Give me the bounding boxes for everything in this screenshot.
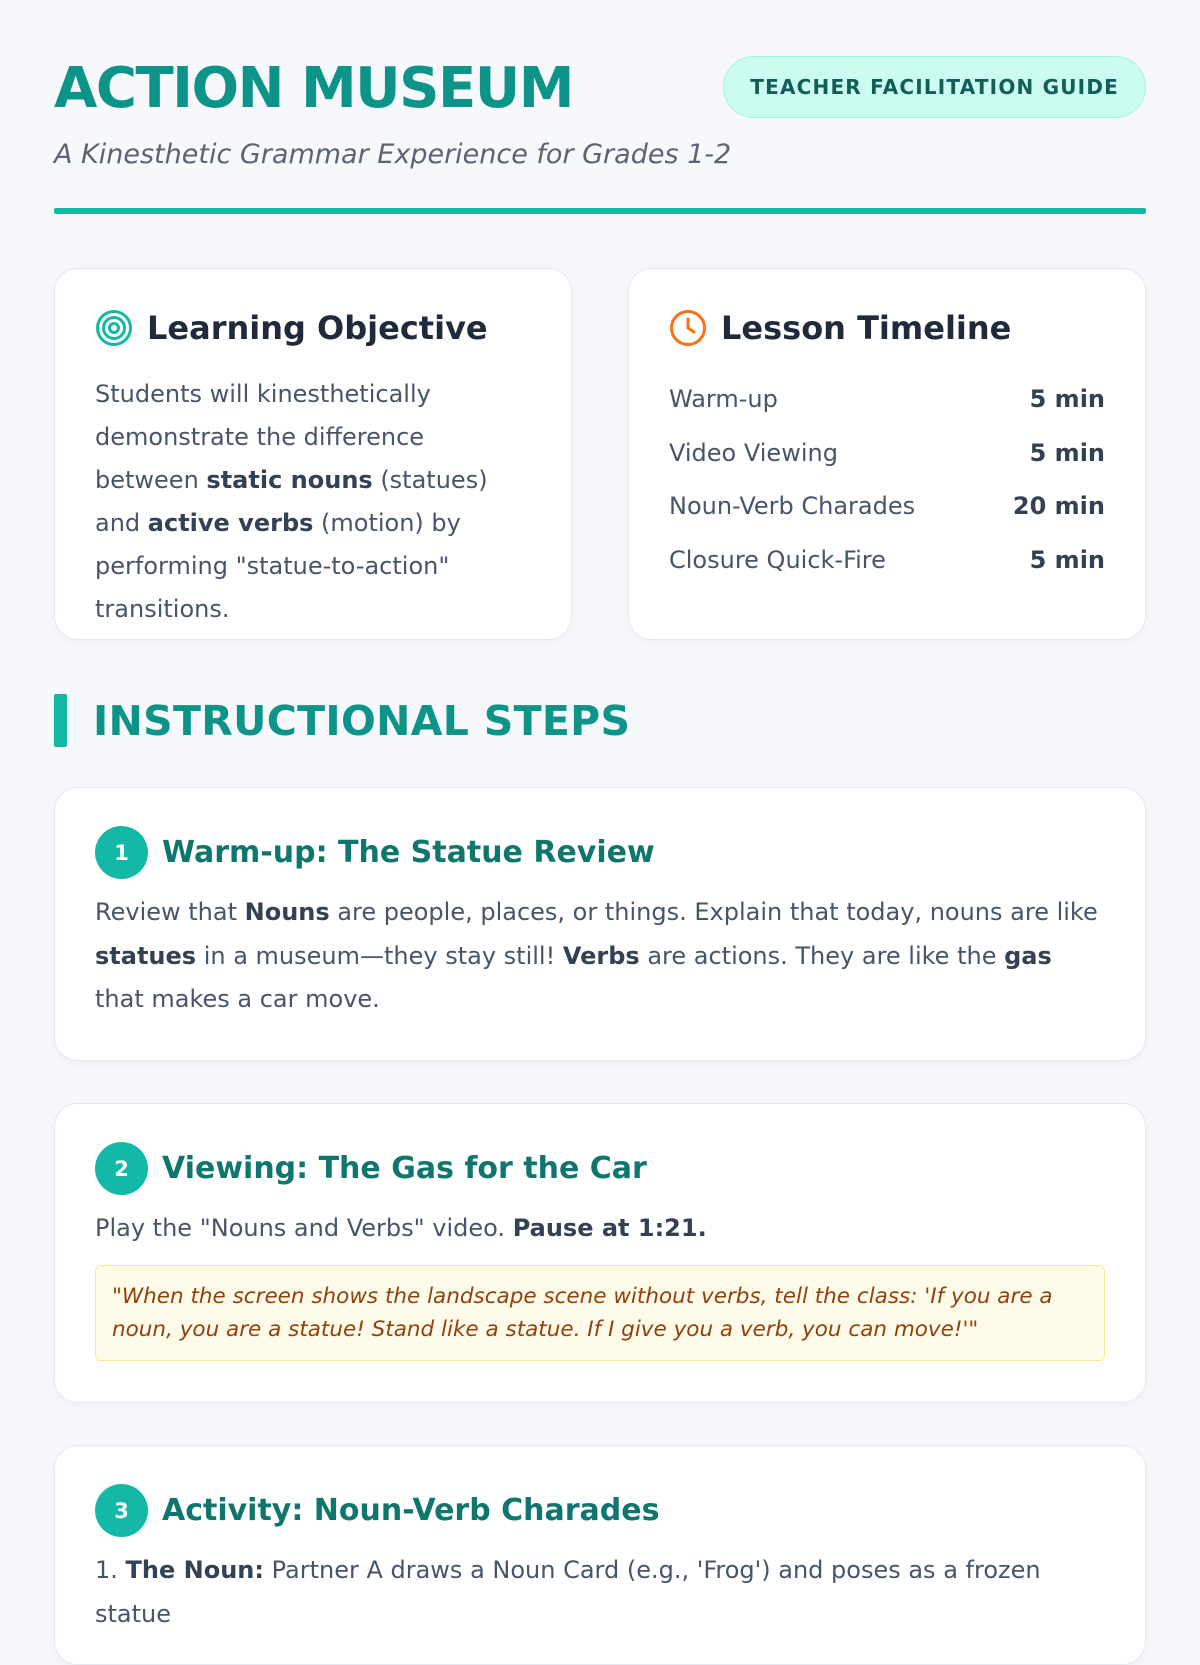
keyword-gas: gas (1004, 941, 1052, 970)
guide-badge: TEACHER FACILITATION GUIDE (723, 56, 1146, 118)
timeline-item-label: Warm-up (669, 385, 778, 413)
keyword-verbs: Verbs (562, 941, 640, 970)
step-number-badge: 2 (95, 1142, 148, 1195)
objective-keyword-active-verbs: active verbs (147, 509, 314, 537)
timeline-item-duration: 5 min (1029, 438, 1105, 467)
timeline-item-duration: 5 min (1029, 385, 1105, 413)
header-divider (54, 208, 1146, 214)
step-header (95, 826, 1105, 879)
step-number-badge: 3 (95, 1484, 148, 1537)
step-card-activity (54, 1445, 1146, 1665)
step-card-viewing (54, 1103, 1146, 1403)
objective-text: Students will kinesthetically demonstrate the difference between static nouns (statues) and active verbs (motion) by performing "statue-to-action" transitions. (95, 380, 488, 623)
timeline-item (669, 480, 1105, 534)
step-header (95, 1484, 1105, 1537)
timeline-item-duration: 5 min (1029, 545, 1105, 574)
section-title: INSTRUCTIONAL STEPS (93, 696, 631, 745)
timeline-item (669, 373, 1105, 427)
instructional-steps-heading (54, 694, 1146, 747)
timeline-header (669, 309, 1105, 347)
objective-header (95, 309, 531, 347)
objective-title: Learning Objective (147, 309, 488, 347)
teacher-script-note: "When the screen shows the landscape scene without verbs, tell the class: 'If you are a noun, you are a statue! Stand like a statue. If I give you a verb, you can move!'" (95, 1265, 1105, 1361)
pause-instruction: Pause at 1:21. (512, 1214, 707, 1242)
page-subtitle: A Kinesthetic Grammar Experience for Grades 1-2 (54, 139, 732, 170)
overview-cards (54, 268, 1146, 640)
step-title: Warm-up: The Statue Review (162, 835, 655, 870)
timeline-item (669, 427, 1105, 481)
timeline-item-duration: 20 min (1012, 492, 1105, 520)
step-header (95, 1142, 1105, 1195)
timeline-item (669, 534, 1105, 588)
page-title: ACTION MUSEUM (54, 56, 573, 121)
clock-icon (669, 309, 707, 347)
step-description: Review that Nouns are people, places, or things. Explain that today, nouns are like statues in a museum—they stay still! Verbs are actions. They are like the gas that makes a car move. (95, 898, 1098, 1013)
step-card-warm-up (54, 787, 1146, 1061)
timeline-title: Lesson Timeline (721, 309, 1012, 347)
keyword-statues: statues (95, 941, 197, 970)
timeline-item-label: Noun-Verb Charades (669, 492, 916, 520)
page-header (54, 0, 1146, 214)
objective-keyword-static-nouns: static nouns (206, 466, 373, 494)
timeline-list (669, 373, 1105, 587)
step-title: Viewing: The Gas for the Car (162, 1151, 647, 1186)
target-icon (95, 309, 133, 347)
timeline-item-label: Video Viewing (669, 438, 838, 467)
learning-objective-card (54, 268, 572, 640)
section-accent-bar (54, 694, 67, 747)
step-title: Activity: Noun-Verb Charades (162, 1493, 660, 1528)
timeline-item-label: Closure Quick-Fire (669, 545, 886, 574)
keyword-the-noun: The Noun: (125, 1556, 264, 1584)
step-description: Play the "Nouns and Verbs" video. Pause at 1:21. (95, 1214, 707, 1242)
step-description: 1. The Noun: Partner A draws a Noun Card (e.g., 'Frog') and poses as a frozen statue (95, 1556, 1041, 1628)
lesson-timeline-card (628, 268, 1146, 640)
keyword-nouns: Nouns (244, 898, 330, 926)
step-number-badge: 1 (95, 826, 148, 879)
